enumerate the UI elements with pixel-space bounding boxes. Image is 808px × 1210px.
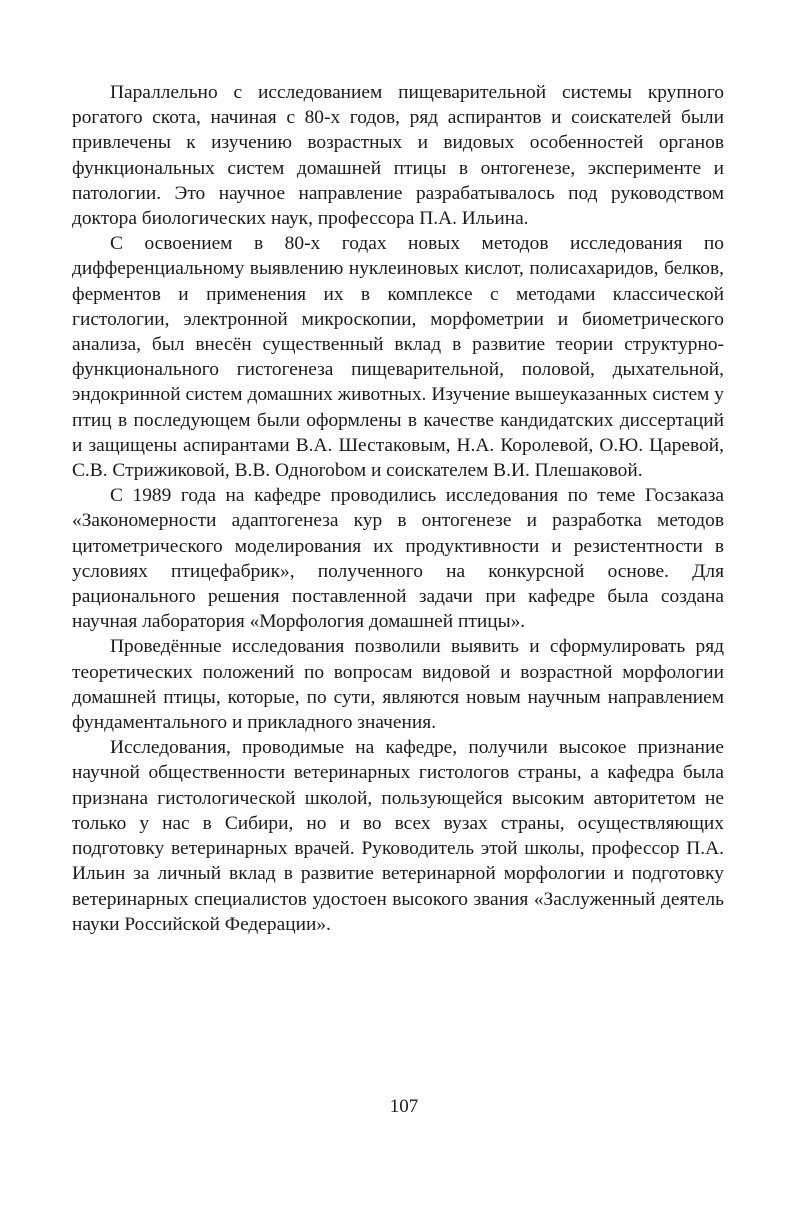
paragraph-2: С освоением в 80-х годах новых методов исследования по дифференциальному выявлению нуклеиновых кислот, полисахаридов, белков, ферментов и применения их в комплексе с методами классической гистологии, электронной микроскопии, морфометрии и биометрического анализа, был внесён существенный вклад в развитие теории структурно-функционального гистогенеза пищеварительной, половой, дыхательной, эндокринной систем домашних животных. Изучение вышеуказанных систем у птиц в последующем были оформлены в качестве кандидатских диссертаций и защищены аспирантами В.А. Шестаковым, Н.А. Королевой, О.Ю. Царевой, С.В. Стрижиковой, В.В. Однorobом и соискателем В.И. Плешаковой. bbox=[72, 233, 724, 482]
page-number: 107 bbox=[389, 1096, 419, 1117]
paragraph-3: С 1989 года на кафедре проводились исследования по теме Госзаказа «Закономерности адаптогенеза кур в онтогенезе и разработка методов цитометрического моделирования их продуктивности и резистентности в условиях птицефабрик», полученного на конкурсной основе. Для рационального решения поставленной задачи при кафедре была создана научная лаборатория «Морфология домашней птицы». bbox=[72, 485, 724, 633]
body-text bbox=[72, 80, 724, 937]
paragraph-1: Параллельно с исследованием пищеварительной системы крупного рогатого скота, начиная с 80-х годов, ряд аспирантов и соискателей были привлечены к изучению возрастных и видовых особенностей органов функциональных систем домашней птицы в онтогенезе, эксперименте и патологии. Это научное направление разрабатывалось под руководством доктора биологических наук, профессора П.А. Ильина. bbox=[72, 82, 724, 230]
paragraph-5: Исследования, проводимые на кафедре, получили высокое признание научной общественности ветеринарных гистологов страны, а кафедра была признана гистологической школой, пользующейся высоким авторитетом не только у нас в Сибири, но и во всех вузах страны, осуществляющих подготовку ветеринарных врачей. Руководитель этой школы, профессор П.А. Ильин за личный вклад в развитие ветеринарной морфологии и подготовку ветеринарных специалистов удостоен высокого звания «Заслуженный деятель науки Российской Федерации». bbox=[72, 737, 724, 935]
paragraph-4: Проведённые исследования позволили выявить и сформулировать ряд теоретических положений по вопросам видовой и возрастной морфологии домашней птицы, которые, по сути, являются новым научным направлением фундаментального и прикладного значения. bbox=[72, 636, 724, 734]
